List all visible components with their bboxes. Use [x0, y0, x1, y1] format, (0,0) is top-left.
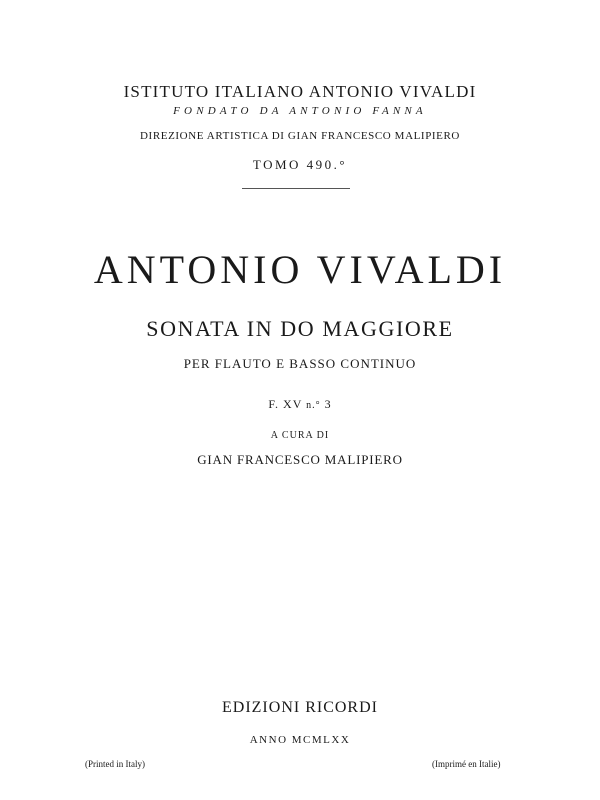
catalog-number-label: n.° [306, 400, 321, 411]
divider [242, 188, 350, 189]
printed-in-italy: (Printed in Italy) [85, 759, 145, 769]
publisher: EDIZIONI RICORDI [222, 699, 378, 716]
catalog-number-value: 3 [324, 397, 332, 411]
artistic-direction: DIREZIONE ARTISTICA DI GIAN FRANCESCO MALIPIERO [140, 130, 460, 142]
editor-label: A CURA DI [270, 430, 330, 441]
composer-name: ANTONIO VIVALDI [93, 247, 507, 292]
institute-name: ISTITUTO ITALIANO ANTONIO VIVALDI [123, 82, 477, 101]
work-title: SONATA IN DO MAGGIORE [146, 316, 454, 341]
instrumentation: PER FLAUTO E BASSO CONTINUO [183, 356, 417, 371]
editor-name: GIAN FRANCESCO MALIPIERO [197, 452, 403, 467]
volume-number: TOMO 490.° [252, 157, 348, 172]
publication-year: ANNO MCMLXX [249, 734, 351, 746]
catalog-number [0, 398, 600, 411]
imprime-en-italie: (Imprimé en Italie) [432, 759, 501, 769]
catalog: F. XV [268, 397, 303, 411]
founder-line: FONDATO DA ANTONIO FANNA [173, 105, 427, 117]
